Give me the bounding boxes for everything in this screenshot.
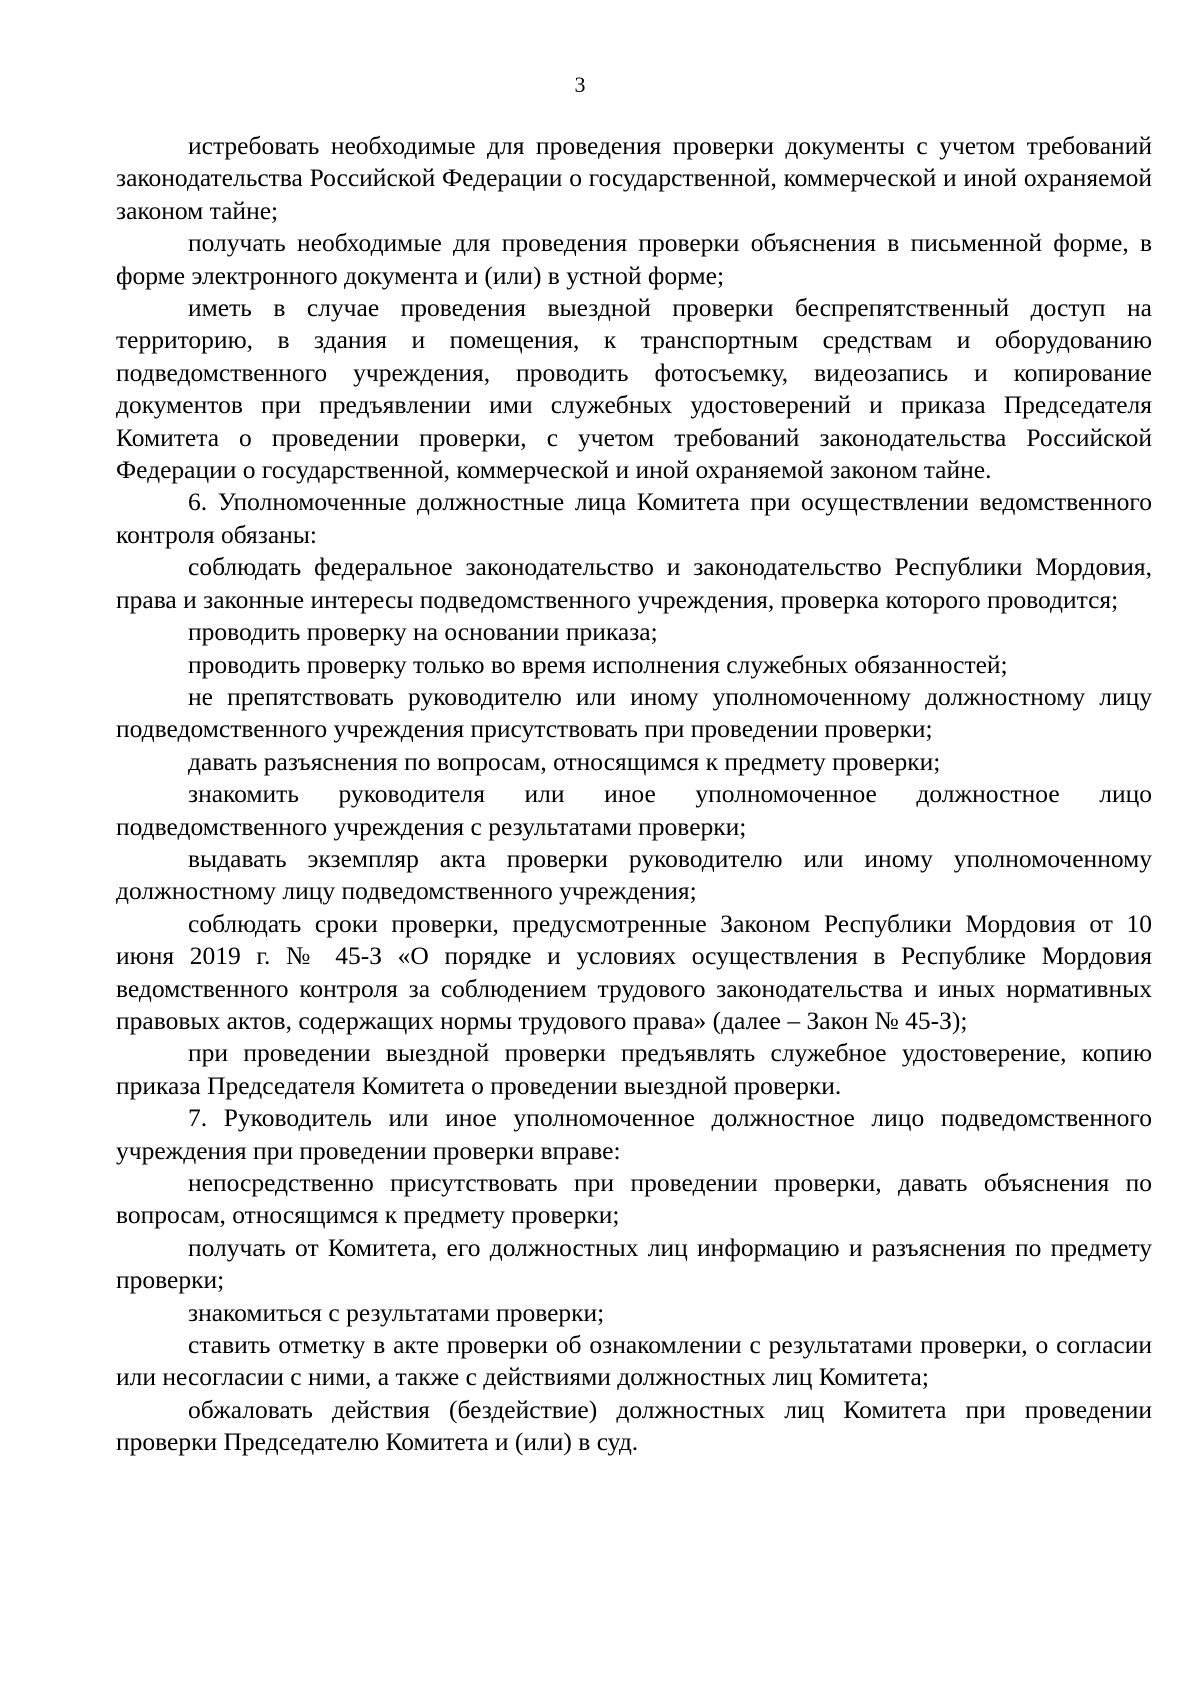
paragraph: получать от Комитета, его должностных лиц информацию и разъяснения по предмету проверки; [116,1232,1152,1295]
paragraph: знакомиться с результатами проверки; [188,1297,605,1327]
paragraph: соблюдать сроки проверки, предусмотренные Законом Республики Мордовия от 10 июня 2019 г. № 45-З «О порядке и условиях осуществления в Республике Мордовия ведомственного контроля за соблюдением трудового законодательства и иных нормативных правовых актов, содержащих нормы трудового права» (далее – Закон № 45-З); [116,908,1152,1035]
paragraph: непосредственно присутствовать при проведении проверки, давать объяснения по вопросам, относящимся к предмету проверки; [116,1168,1152,1230]
paragraph: знакомить руководителя или иное уполномоченное должностное лицо подведомственного учреждения с результатами проверки; [116,779,1152,841]
paragraph: обжаловать действия (бездействие) должностных лиц Комитета при проведении проверки Председателю Комитета и (или) в суд. [116,1394,1152,1457]
paragraph: ставить отметку в акте проверки об ознакомлении с результатами проверки, о согласии или несогласии с ними, а также с действиями должностных лиц Комитета; [116,1330,1152,1392]
paragraph: соблюдать федеральное законодательство и законодательство Республики Мордовия, права и законные интересы подведомственного учреждения, проверка которого проводится; [116,552,1152,614]
paragraph: давать разъяснения по вопросам, относящимся к предмету проверки; [188,746,941,776]
paragraph: проводить проверку на основании приказа; [188,617,658,647]
paragraph: выдавать экземпляр акта проверки руководителю или иному уполномоченному должностному лицу подведомственного учреждения; [116,843,1152,906]
paragraph: истребовать необходимые для проведения проверки документы с учетом требований законодательства Российской Федерации о государственной, коммерческой и иной охраняемой законом тайне; [116,131,1152,225]
paragraph-section-7: 7. Руководитель или иное уполномоченное должностное лицо подведомственного учреждения при проведении проверки вправе: [116,1103,1152,1165]
paragraph: получать необходимые для проведения проверки объяснения в письменной форме, в форме электронного документа и (или) в устной форме; [116,228,1152,290]
document-body [116,130,1152,1459]
page-number: 3 [574,72,586,97]
paragraph: проводить проверку только во время исполнения служебных обязанностей; [188,649,1008,679]
paragraph-section-6: 6. Уполномоченные должностные лица Комитета при осуществлении ведомственного контроля обязаны: [116,487,1152,549]
paragraph: при проведении выездной проверки предъявлять служебное удостоверение, копию приказа Председателя Комитета о проведении выездной проверки. [116,1038,1152,1100]
paragraph: иметь в случае проведения выездной проверки беспрепятственный доступ на территорию, в здания и помещения, к транспортным средствам и оборудованию подведомственного учреждения, проводить фотосъемку, видеозапись и копирование документов при предъявлении ими служебных удостоверений и приказа Председателя Комитета о проведении проверки, с учетом требований законодательства Российской Федерации о государственной, коммерческой и иной охраняемой законом тайне. [116,293,1152,485]
paragraph: не препятствовать руководителю или иному уполномоченному должностному лицу подведомственного учреждения присутствовать при проведении проверки; [116,681,1152,744]
